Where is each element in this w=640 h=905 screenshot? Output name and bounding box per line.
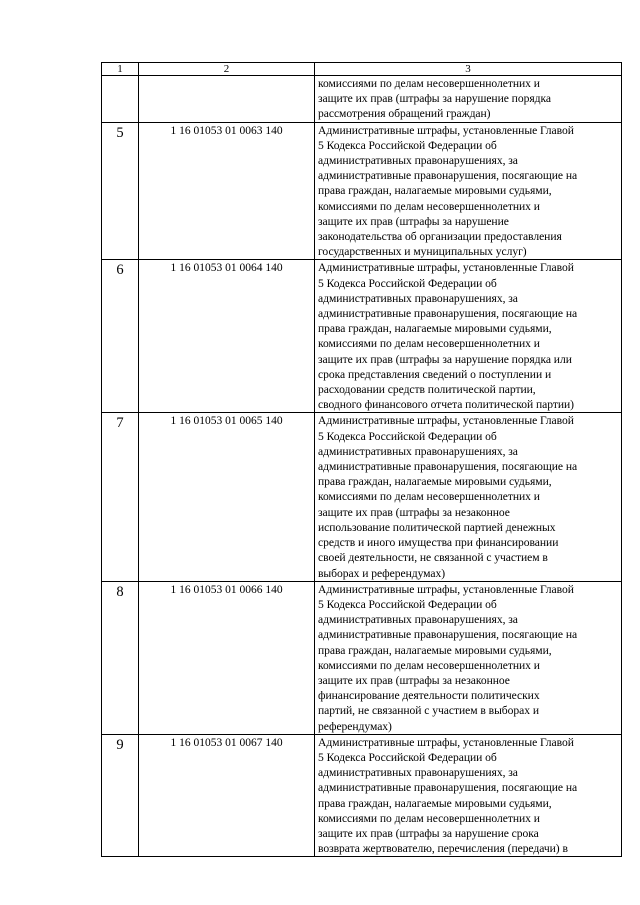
- table-row: [102, 734, 622, 857]
- continuation-num-cell: [102, 76, 139, 123]
- row-number-cell: [102, 581, 139, 734]
- header-col-2: 2: [139, 63, 315, 76]
- row-code: 1 16 01053 01 0064 140: [170, 262, 283, 275]
- row-number-cell: [102, 260, 139, 413]
- row-description: Административные штрафы, установленные Главой 5 Кодекса Российской Федерации об административных правонарушениях, за административные правонарушения, посягающие на права граждан, налагаемые мировыми судьями, комиссиями по делам несовершеннолетних и защите их прав (штрафы за незаконное использование политической партией денежных средств и иного имущества при финансировании своей деятельности, не связанной с участием в выборах и референдумах): [318, 414, 578, 580]
- row-text-cell: [315, 581, 622, 734]
- row-description: Административные штрафы, установленные Главой 5 Кодекса Российской Федерации об административных правонарушениях, за административные правонарушения, посягающие на права граждан, налагаемые мировыми судьями, комиссиями по делам несовершеннолетних и защите их прав (штрафы за нарушение срока возврата жертвователю, перечисления (передачи) в: [318, 735, 578, 856]
- header-col-1: 1: [102, 63, 139, 76]
- row-code-cell: [139, 581, 315, 734]
- row-description: Административные штрафы, установленные Главой 5 Кодекса Российской Федерации об административных правонарушениях, за административные правонарушения, посягающие на права граждан, налагаемые мировыми судьями, комиссиями по делам несовершеннолетних и защите их прав (штрафы за нарушение порядка или срока представления сведений о поступлении и расходовании средств политической партии, сводного финансового отчета политической партии): [318, 261, 578, 412]
- row-number-cell: [102, 734, 139, 857]
- row-number: 8: [116, 583, 124, 600]
- row-number: 7: [116, 415, 124, 432]
- table-header-row: [102, 63, 622, 76]
- table-row: [102, 581, 622, 734]
- header-col-3: 3: [315, 63, 622, 76]
- row-code-cell: [139, 413, 315, 581]
- row-code-cell: [139, 260, 315, 413]
- row-code-cell: [139, 122, 315, 260]
- row-number: 9: [116, 736, 124, 753]
- row-number: 5: [116, 124, 124, 141]
- table-row-continuation: [102, 76, 622, 123]
- continuation-text-cell: [315, 76, 622, 123]
- row-number-cell: [102, 413, 139, 581]
- row-description: Административные штрафы, установленные Главой 5 Кодекса Российской Федерации об административных правонарушениях, за административные правонарушения, посягающие на права граждан, налагаемые мировыми судьями, комиссиями по делам несовершеннолетних и защите их прав (штрафы за нарушение законодательства об организации предоставления государственных и муниципальных услуг): [318, 123, 578, 259]
- row-number-cell: [102, 122, 139, 260]
- row-code-cell: [139, 734, 315, 857]
- row-code: 1 16 01053 01 0066 140: [170, 583, 283, 596]
- row-text-cell: [315, 734, 622, 857]
- row-text-cell: [315, 413, 622, 581]
- table-row: [102, 413, 622, 581]
- row-number: 6: [116, 262, 124, 279]
- row-description: комиссиями по делам несовершеннолетних и защите их прав (штрафы за нарушение порядка рассмотрения обращений граждан): [318, 77, 551, 121]
- row-code: 1 16 01053 01 0063 140: [170, 124, 283, 137]
- table-row: [102, 122, 622, 260]
- row-text-cell: [315, 260, 622, 413]
- row-description: Административные штрафы, установленные Главой 5 Кодекса Российской Федерации об административных правонарушениях, за административные правонарушения, посягающие на права граждан, налагаемые мировыми судьями, комиссиями по делам несовершеннолетних и защите их прав (штрафы за незаконное финансирование деятельности политических партий, не связанной с участием в выборах и референдумах): [318, 582, 578, 733]
- table-row: [102, 260, 622, 413]
- budget-codes-table: [101, 62, 622, 857]
- continuation-code-cell: [139, 76, 315, 123]
- row-code: 1 16 01053 01 0067 140: [170, 736, 283, 749]
- row-text-cell: [315, 122, 622, 260]
- row-code: 1 16 01053 01 0065 140: [170, 415, 283, 428]
